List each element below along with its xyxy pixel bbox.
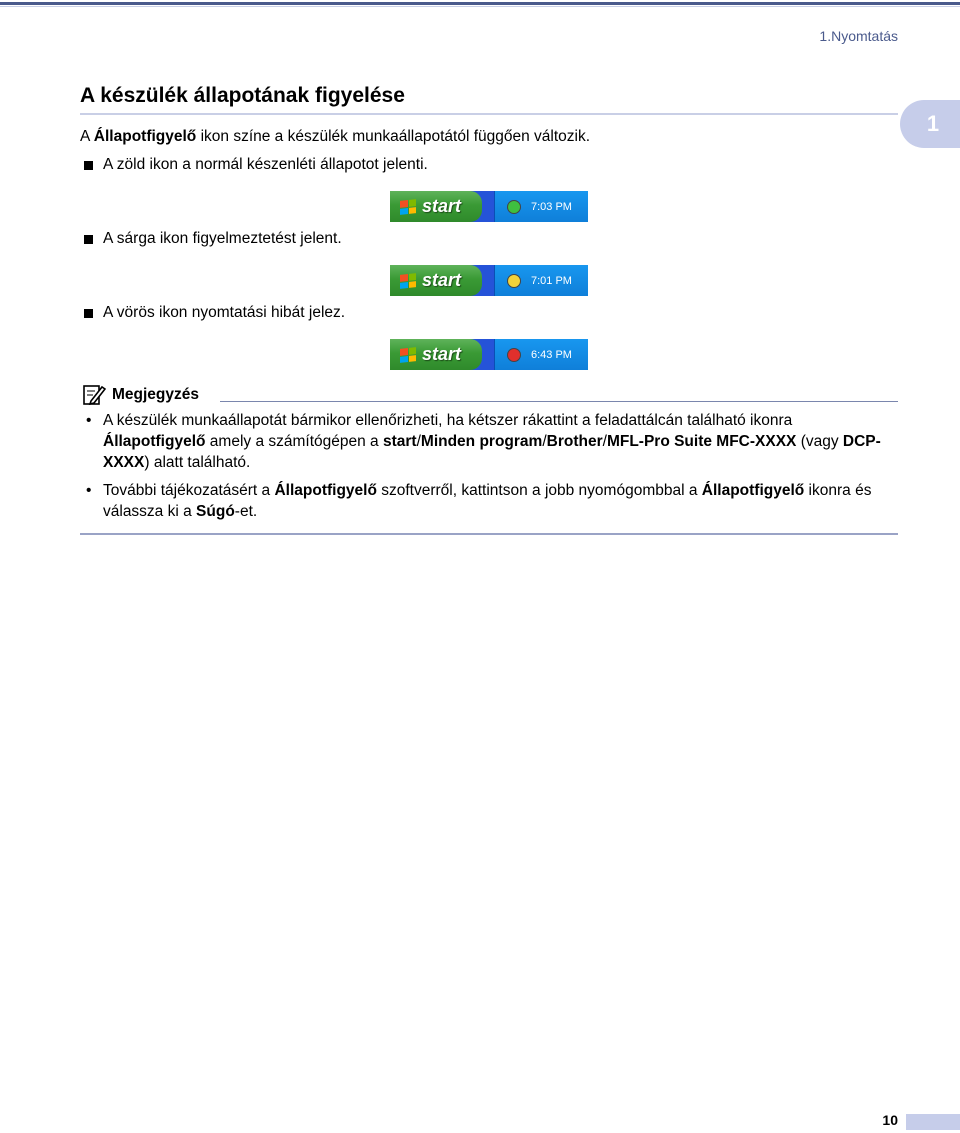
bullet-green <box>84 156 428 174</box>
section-rule <box>80 113 898 115</box>
taskbar-screenshot-green <box>390 191 588 222</box>
page-number: 10 <box>882 1112 898 1128</box>
square-bullet-icon <box>84 161 93 170</box>
system-tray <box>494 265 588 296</box>
intro-bold: Állapotfigyelő <box>93 128 197 145</box>
chapter-tab: 1 <box>900 100 960 148</box>
system-tray <box>494 191 588 222</box>
bullet-red <box>84 304 345 322</box>
taskbar-screenshot-red <box>390 339 588 370</box>
bullet-text: A zöld ikon a normál készenléti állapotot jelenti. <box>103 156 428 173</box>
tray-clock: 7:03 PM <box>531 200 572 213</box>
windows-logo-icon <box>400 273 416 289</box>
chapter-header: 1.Nyomtatás <box>819 28 898 44</box>
start-button <box>390 191 482 222</box>
bullet-text: A sárga ikon figyelmeztetést jelent. <box>103 230 342 247</box>
section-title: A készülék állapotának figyelése <box>80 84 405 107</box>
bullet-dot-icon: • <box>86 482 92 499</box>
intro-paragraph <box>80 128 590 146</box>
square-bullet-icon <box>84 309 93 318</box>
intro-text-2: ikon színe a készülék munkaállapotától függően változik. <box>196 128 591 145</box>
note-item-text: További tájékozatásért a Állapotfigyelő szoftverről, kattintson a jobb nyomógombbal a Állapotfigyelő ikonra és válassza ki a Súgó-et. <box>103 482 872 520</box>
start-label: start <box>422 196 462 216</box>
bullet-yellow <box>84 230 342 248</box>
start-label: start <box>422 270 462 290</box>
intro-text-1: A <box>80 128 94 145</box>
start-button <box>390 265 482 296</box>
note-item <box>86 480 886 522</box>
start-label: start <box>422 344 462 364</box>
square-bullet-icon <box>84 235 93 244</box>
printer-status-red-icon <box>507 348 521 362</box>
system-tray <box>494 339 588 370</box>
printer-status-yellow-icon <box>507 274 521 288</box>
bullet-text: A vörös ikon nyomtatási hibát jelez. <box>103 304 346 321</box>
top-rule <box>0 2 960 5</box>
page-number-bar <box>906 1114 960 1130</box>
start-button <box>390 339 482 370</box>
note-header <box>82 383 199 407</box>
windows-logo-icon <box>400 347 416 363</box>
note-bottom-rule <box>80 533 898 535</box>
tray-clock: 7:01 PM <box>531 274 572 287</box>
note-item-text: A készülék munkaállapotát bármikor ellenőrizheti, ha kétszer rákattint a feladattálcán található ikonra Állapotfigyelő amely a számítógépen a start/Minden program/Brother/MFL-Pro Suite MFC-XXXX (vagy DCP-XXXX) alatt található. <box>103 412 881 471</box>
tray-clock: 6:43 PM <box>531 348 572 361</box>
note-item <box>86 410 886 473</box>
windows-logo-icon <box>400 199 416 215</box>
taskbar-screenshot-yellow <box>390 265 588 296</box>
note-rule <box>220 401 898 402</box>
note-pencil-icon <box>82 383 106 407</box>
note-label: Megjegyzés <box>112 386 200 403</box>
printer-status-green-icon <box>507 200 521 214</box>
bullet-dot-icon: • <box>86 412 92 429</box>
top-rule-thin <box>0 6 960 7</box>
